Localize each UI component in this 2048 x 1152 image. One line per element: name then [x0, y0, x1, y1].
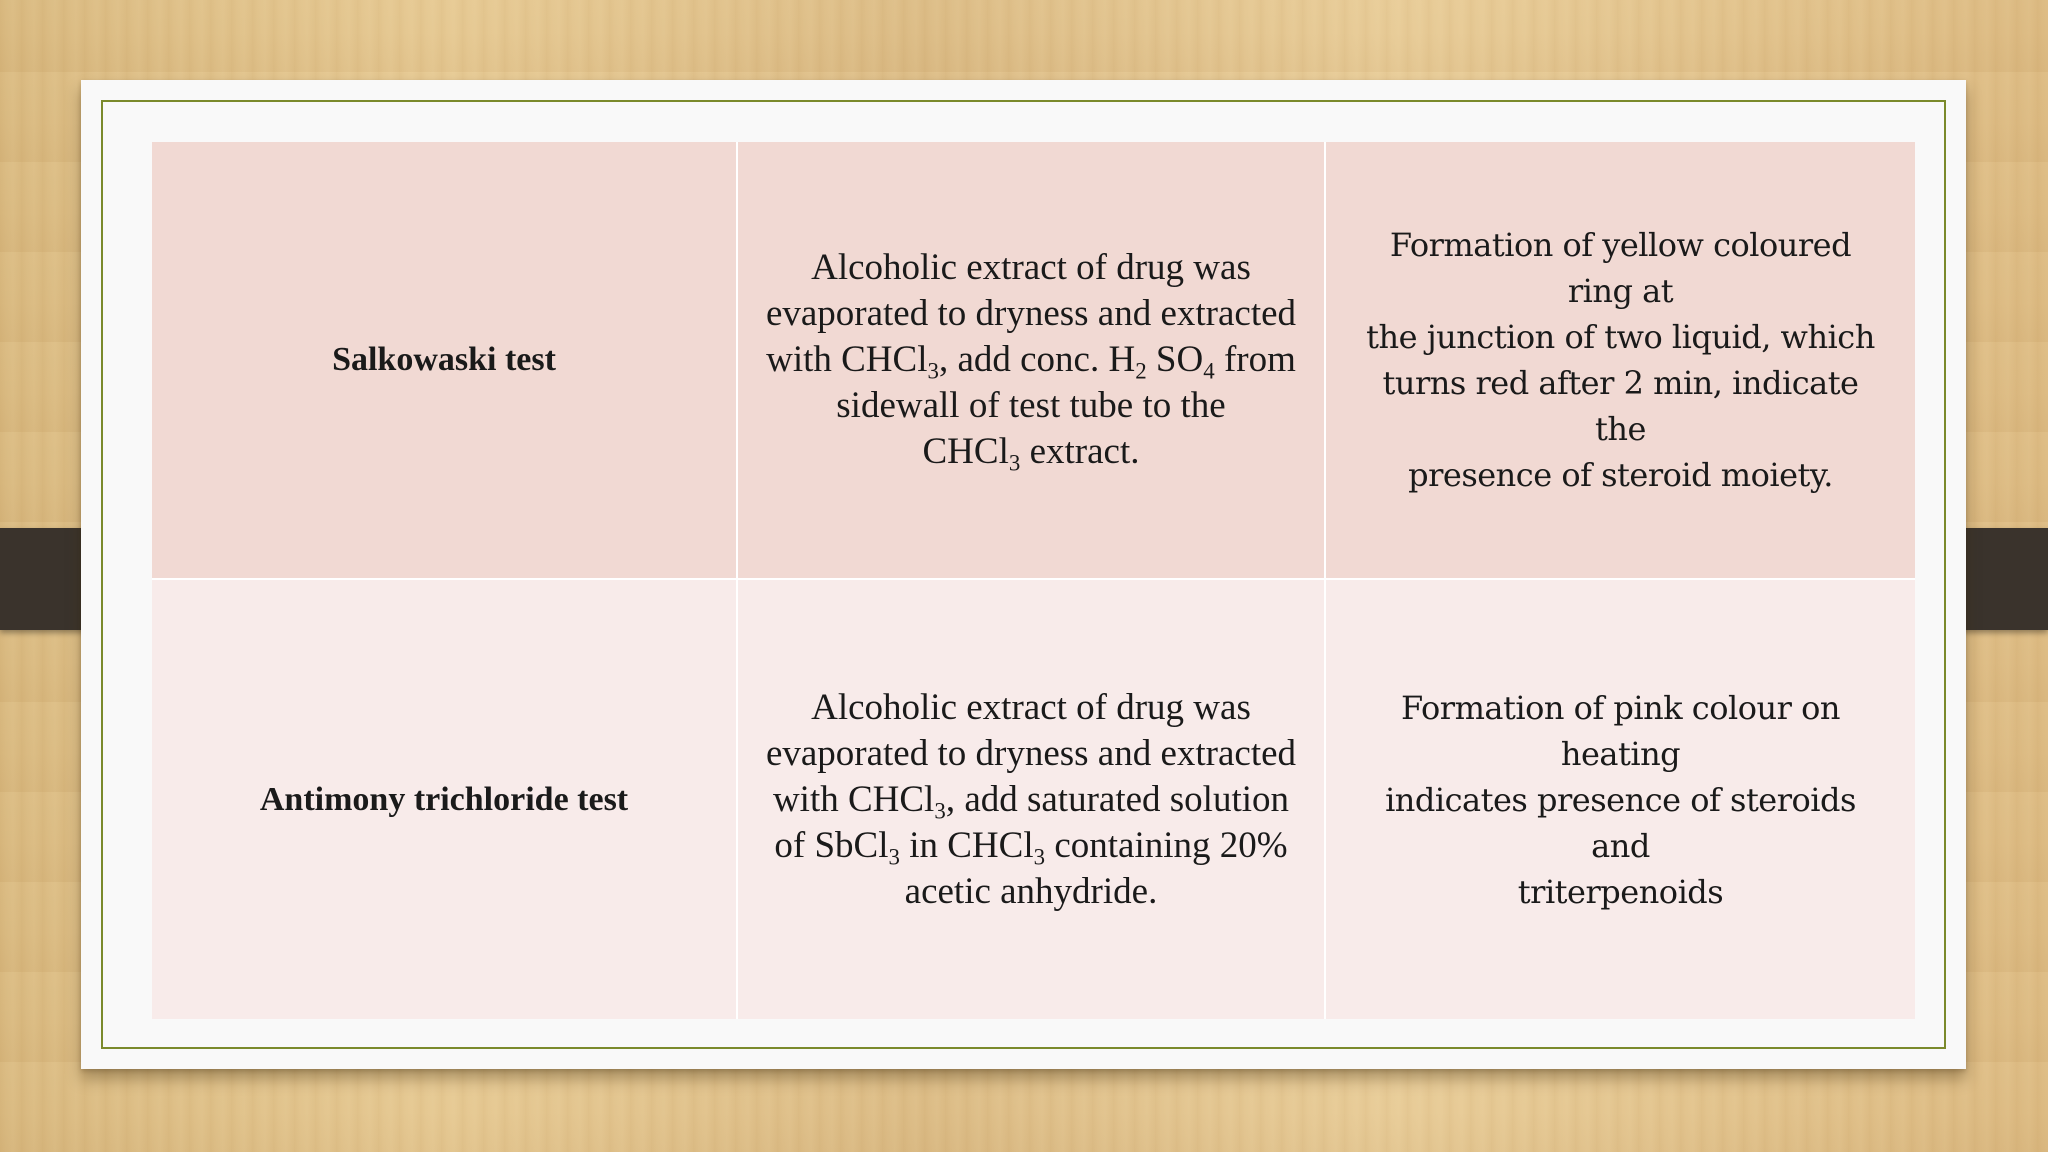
table-cell-procedure: [738, 142, 1326, 580]
procedure-line: acetic anhydride.: [904, 870, 1158, 912]
procedure-line: of SbCl$_3$ in CHCl$_3$ containing 20%: [774, 824, 1288, 869]
tests-table: [152, 142, 1915, 1019]
table-cell-procedure: [738, 580, 1326, 1019]
procedure-line: with CHCl$_3$, add conc. $H_2$ $SO_4$ from: [766, 339, 1296, 384]
table-cell-test-name: [152, 142, 738, 580]
observation-line: triterpenoids: [1517, 872, 1724, 911]
observation-line: Formation of yellow coloured ring at: [1389, 226, 1852, 310]
procedure-text: [766, 245, 1296, 475]
observation-line: the junction of two liquid, which: [1366, 318, 1875, 356]
observation-line: indicates presence of steroids and: [1385, 780, 1856, 865]
procedure-line: evaporated to dryness and extracted: [765, 732, 1297, 774]
table-cell-observation: [1326, 142, 1915, 580]
observation-line: Formation of pink colour on heating: [1401, 688, 1840, 773]
procedure-line: Alcoholic extract of drug was: [811, 686, 1251, 728]
observation-line: turns red after 2 min, indicate the: [1382, 364, 1859, 448]
procedure-text: [766, 685, 1296, 915]
table-cell-test-name: [152, 580, 738, 1019]
procedure-line: sidewall of test tube to the: [836, 385, 1226, 426]
procedure-line: Alcoholic extract of drug was: [811, 247, 1251, 288]
slide-card: [81, 80, 1966, 1069]
observation-text: [1342, 222, 1899, 498]
test-name-label: Antimony trichloride test: [259, 780, 629, 818]
test-name-label: Salkowaski test: [332, 341, 556, 378]
procedure-line: with CHCl$_3$, add saturated solution: [772, 778, 1290, 823]
procedure-line: evaporated to dryness and extracted: [765, 293, 1297, 334]
procedure-line: CHCl$_3$ extract.: [922, 431, 1140, 476]
table-cell-observation: [1326, 580, 1915, 1019]
observation-text: [1342, 685, 1899, 915]
observation-line: presence of steroid moiety.: [1408, 456, 1833, 494]
